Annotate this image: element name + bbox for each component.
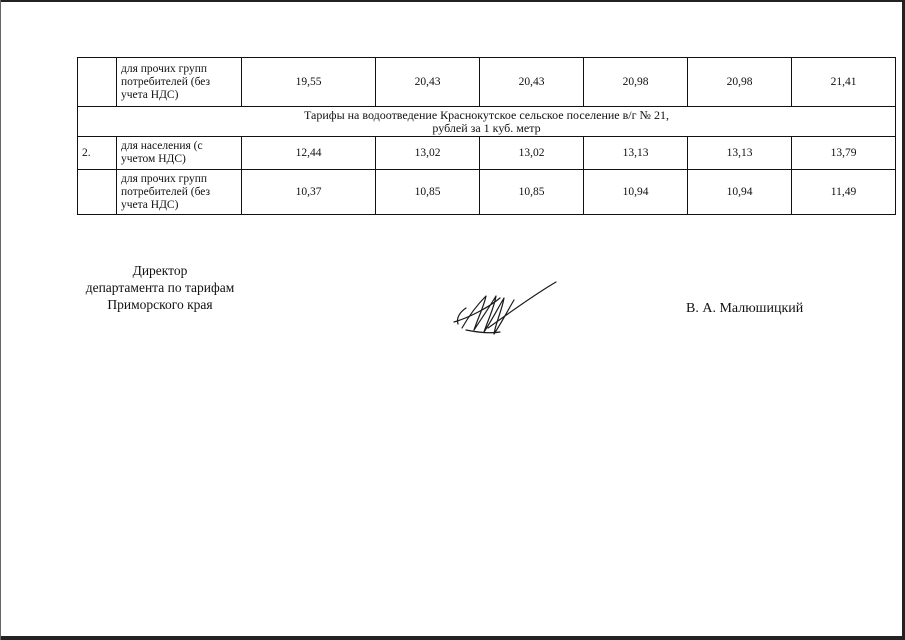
value-cell: 13,13 [688, 137, 792, 170]
value-cell: 19,55 [242, 58, 376, 107]
value-cell: 12,44 [242, 137, 376, 170]
signer-name: В. А. Малюшицкий [686, 301, 804, 316]
value-cell: 21,41 [792, 58, 896, 107]
scan-edge-top [0, 0, 905, 2]
signatory-title-line: Приморского края [107, 297, 213, 312]
scan-edge-bottom [0, 636, 905, 640]
row-category: для населения (с учетом НДС) [117, 137, 242, 170]
signatory-title [60, 262, 260, 313]
row-number [78, 170, 117, 215]
section-unit: рублей за 1 куб. метр [432, 120, 541, 135]
scan-edge-left [0, 0, 1, 640]
value-cell: 20,98 [584, 58, 688, 107]
value-cell: 20,98 [688, 58, 792, 107]
value-cell: 10,85 [480, 170, 584, 215]
value-cell: 20,43 [480, 58, 584, 107]
value-cell: 10,37 [242, 170, 376, 215]
handwritten-signature [448, 278, 568, 342]
row-number: 2. [78, 137, 117, 170]
value-cell: 13,13 [584, 137, 688, 170]
section-header-row [78, 107, 896, 137]
value-cell: 10,94 [584, 170, 688, 215]
table-row [78, 170, 896, 215]
value-cell: 13,79 [792, 137, 896, 170]
row-number [78, 58, 117, 107]
value-cell: 13,02 [376, 137, 480, 170]
value-cell: 10,94 [688, 170, 792, 215]
tariff-table [77, 57, 896, 215]
row-category: для прочих групп потребителей (без учета НДС) [117, 58, 242, 107]
table-row [78, 137, 896, 170]
value-cell: 11,49 [792, 170, 896, 215]
signatory-title-line: департамента по тарифам [85, 280, 235, 295]
value-cell: 20,43 [376, 58, 480, 107]
value-cell: 10,85 [376, 170, 480, 215]
section-title: Тарифы на водоотведение Краснокутское сельское поселение в/г № 21, [304, 107, 669, 122]
table-row [78, 58, 896, 107]
value-cell: 13,02 [480, 137, 584, 170]
signatory-title-line: Директор [132, 263, 188, 278]
section-header [78, 107, 896, 137]
row-category: для прочих групп потребителей (без учета НДС) [117, 170, 242, 215]
